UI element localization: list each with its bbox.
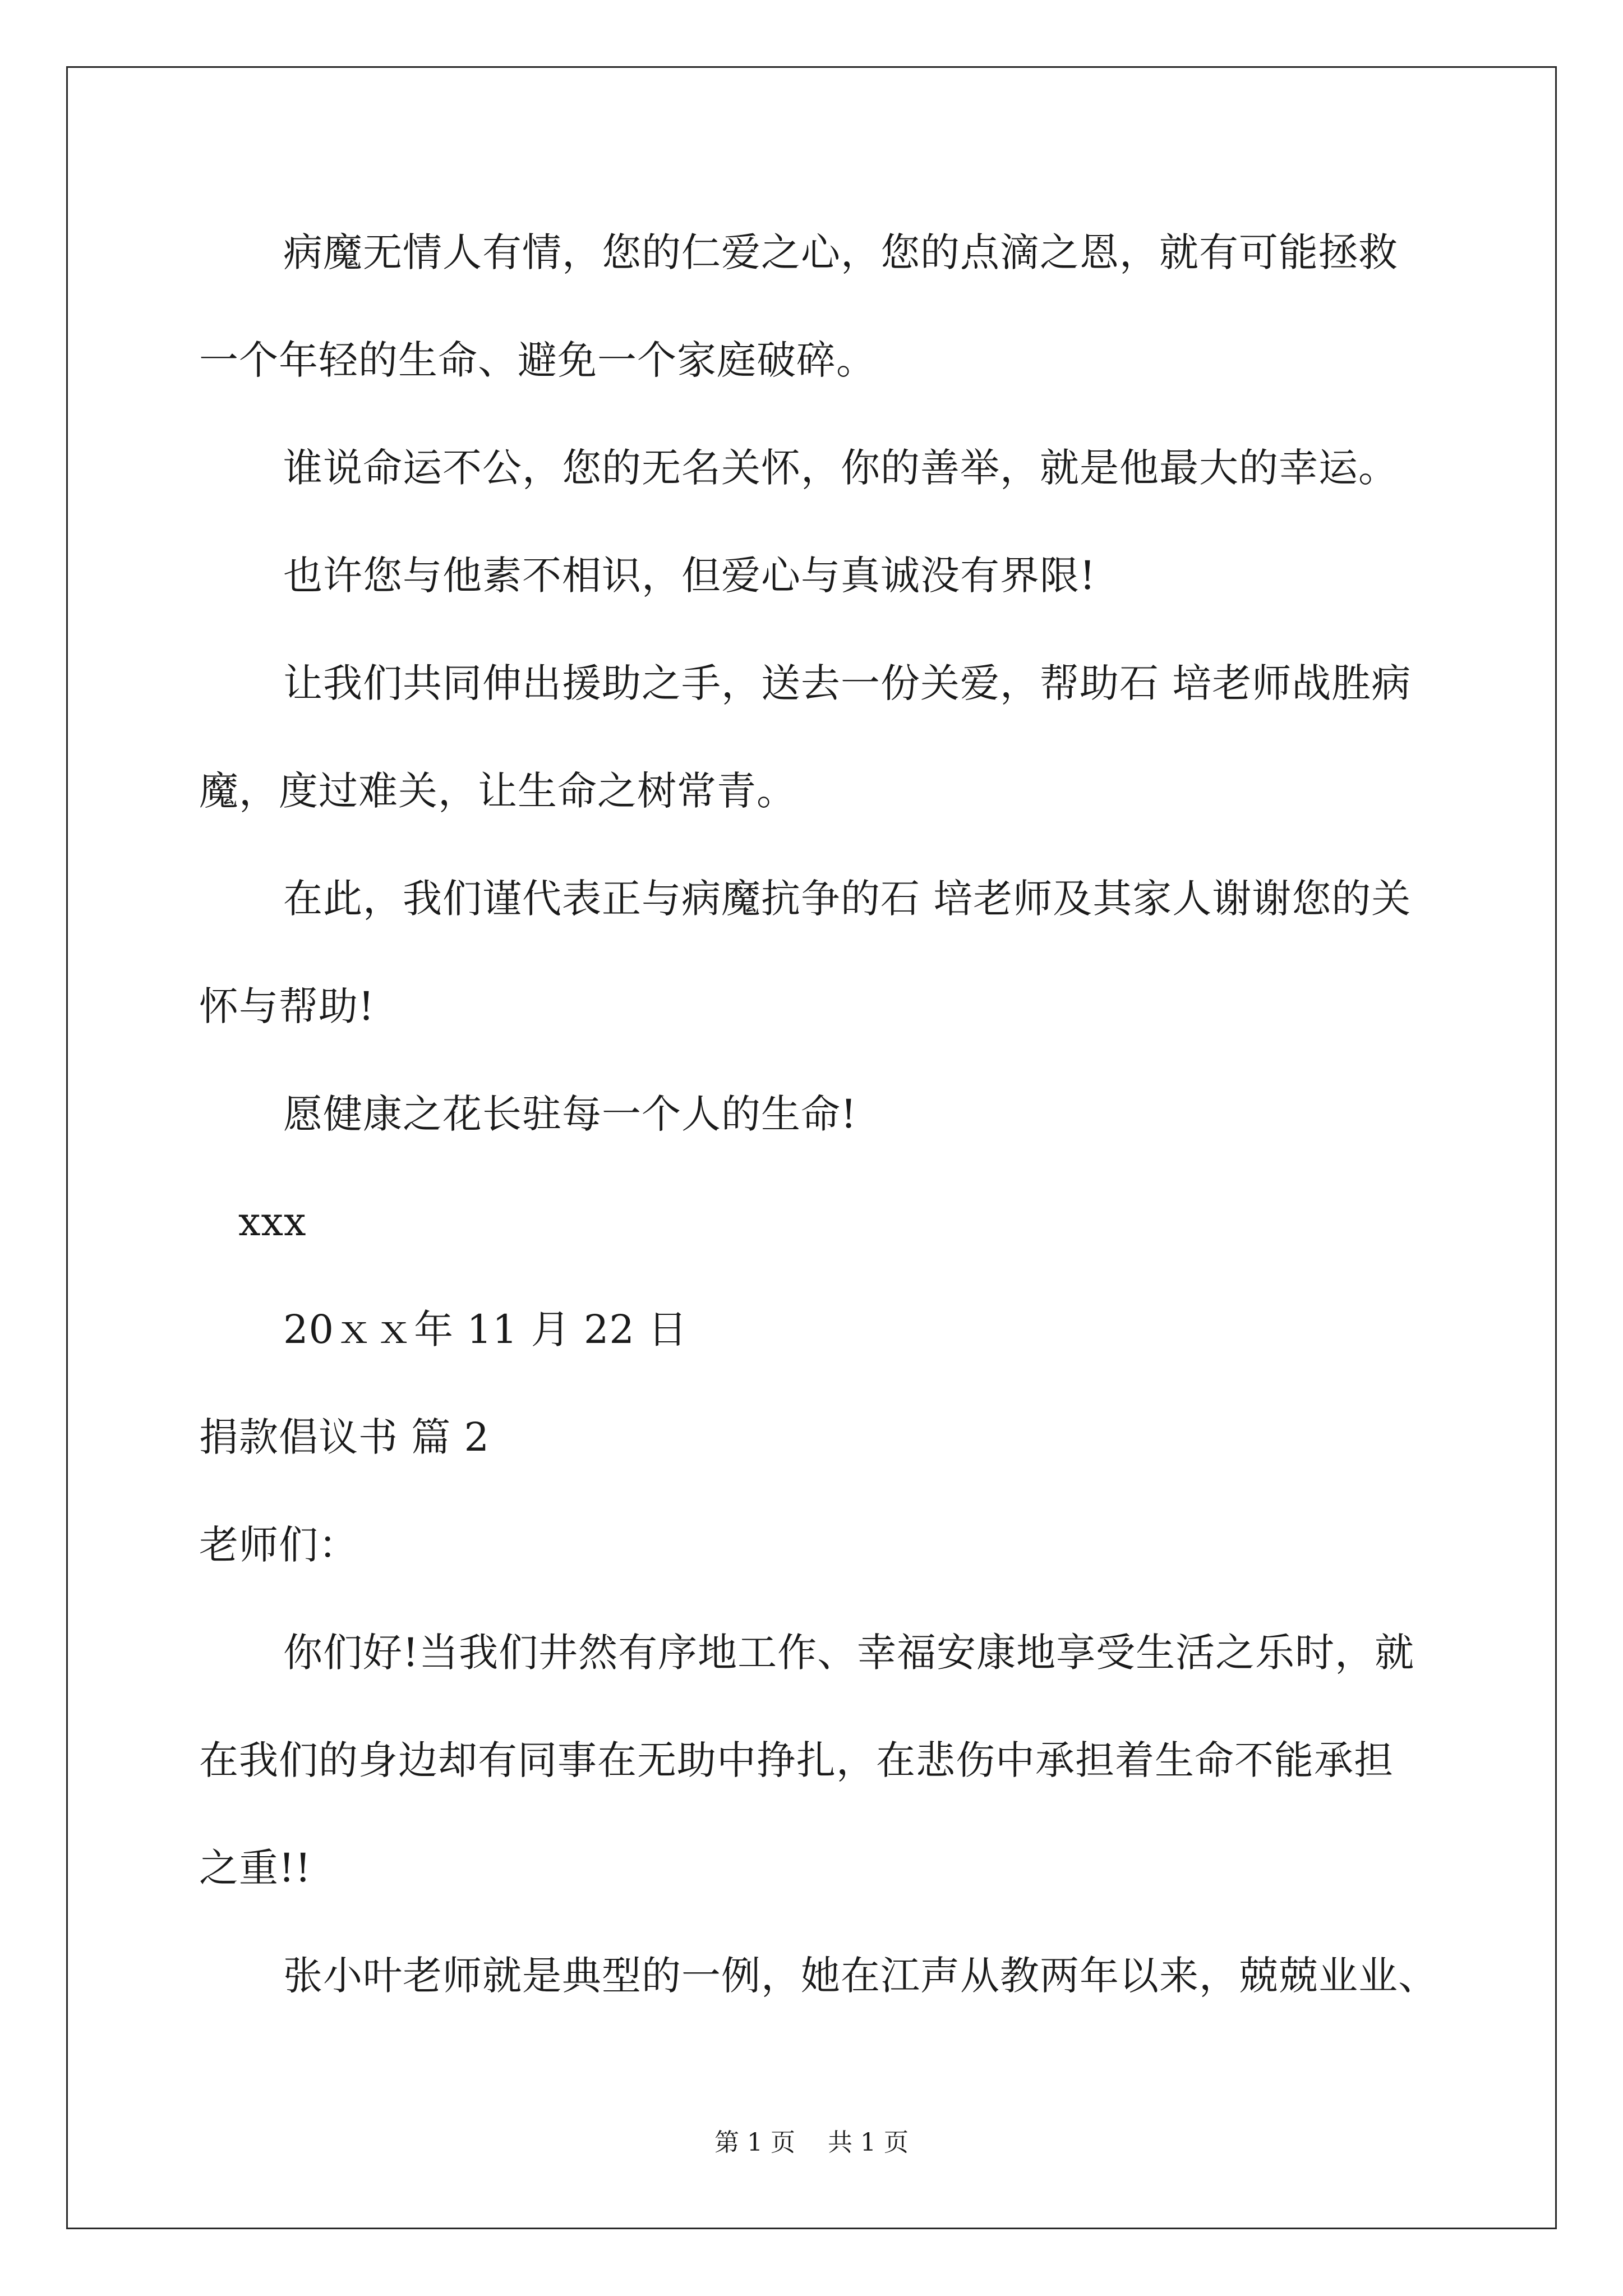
paragraph-line: 让我们共同伸出援助之手，送去一份关爱，帮助石 培老师战胜病 [283, 660, 1412, 706]
paragraph-line: 也许您与他素不相识，但爱心与真诚没有界限! [283, 553, 1096, 599]
paragraph-line: 一个年轻的生命、避免一个家庭破碎。 [199, 337, 876, 383]
paragraph-line: 在此，我们谨代表正与病魔抗争的石 培老师及其家人谢谢您的关 [283, 876, 1412, 922]
paragraph-line: 之重!! [199, 1845, 312, 1891]
page-frame [66, 66, 1557, 2229]
paragraph-line: 怀与帮助! [199, 983, 375, 1029]
section-heading: 捐款倡议书 篇 2 [199, 1414, 490, 1460]
page-number: 第 1 页 [714, 2128, 795, 2157]
paragraph-line: 你们好!当我们井然有序地工作、幸福安康地享受生活之乐时，就 [283, 1630, 1415, 1676]
paragraph-line: 病魔无情人有情，您的仁爱之心，您的点滴之恩，就有可能拯救 [283, 229, 1398, 275]
signature-name: xxx [238, 1199, 307, 1245]
paragraph-line: 愿健康之花长驻每一个人的生命! [283, 1091, 857, 1137]
paragraph-line: 张小叶老师就是典型的一例，她在江声从教两年以来，兢兢业业、 [283, 1953, 1438, 1999]
signature-date: 20ｘｘ年 11 月 22 日 [283, 1306, 688, 1352]
paragraph-line: 在我们的身边却有同事在无助中挣扎，在悲伤中承担着生命不能承担 [199, 1737, 1394, 1783]
paragraph-line: 谁说命运不公，您的无名关怀，你的善举，就是他最大的幸运。 [283, 445, 1398, 491]
page-footer [0, 2126, 1623, 2160]
paragraph-line: 魔，度过难关，让生命之树常青。 [199, 768, 796, 814]
salutation: 老师们： [199, 1522, 358, 1568]
page-total: 共 1 页 [828, 2128, 909, 2157]
